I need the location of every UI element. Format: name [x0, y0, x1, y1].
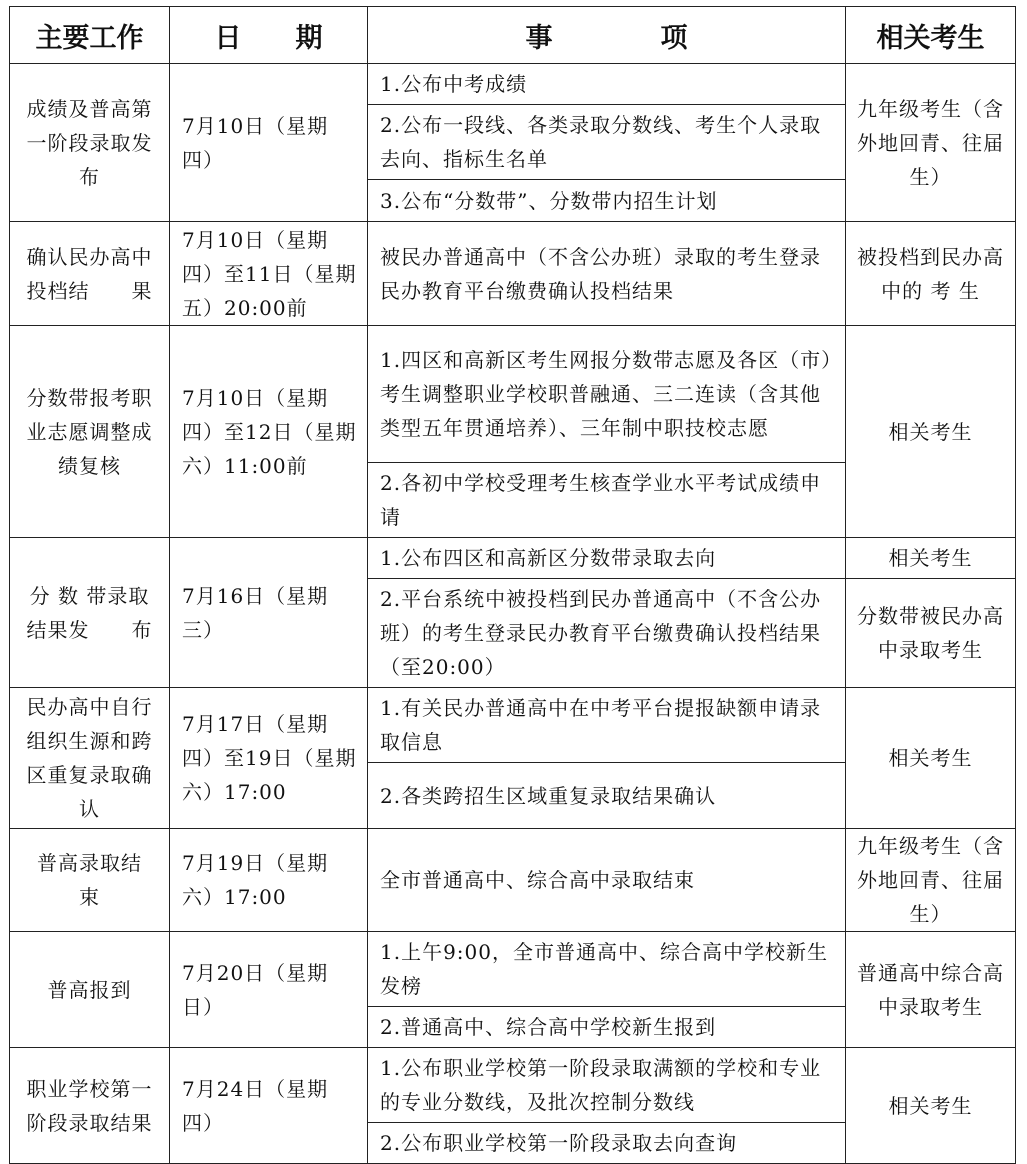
table-row	[10, 326, 1016, 463]
candidates-cell: 相关考生	[846, 326, 1016, 538]
candidates-cell: 相关考生	[846, 538, 1016, 579]
work-cell: 职业学校第一阶段录取结果	[10, 1048, 170, 1164]
date-cell: 7月10日（星期四）至12日（星期六）11:00前	[170, 326, 368, 538]
candidates-cell: 九年级考生（含外地回青、往届生）	[846, 64, 1016, 222]
candidates-cell: 被投档到民办高中的 考 生	[846, 222, 1016, 326]
candidates-cell: 九年级考生（含外地回青、往届生）	[846, 829, 1016, 932]
work-cell: 分 数 带录取结果发 布	[10, 538, 170, 688]
header-candidates: 相关考生	[846, 7, 1016, 64]
table-row	[10, 222, 1016, 326]
header-work: 主要工作	[10, 7, 170, 64]
work-cell: 普高报到	[10, 932, 170, 1048]
work-cell: 普高录取结 束	[10, 829, 170, 932]
work-cell: 确认民办高中投档结 果	[10, 222, 170, 326]
date-cell: 7月20日（星期日）	[170, 932, 368, 1048]
candidates-cell: 相关考生	[846, 688, 1016, 829]
item-cell: 1.有关民办普通高中在中考平台提报缺额申请录取信息	[368, 688, 846, 763]
item-cell: 全市普通高中、综合高中录取结束	[368, 829, 846, 932]
schedule-table	[9, 6, 1016, 1164]
work-cell: 民办高中自行组织生源和跨区重复录取确认	[10, 688, 170, 829]
table-row	[10, 538, 1016, 579]
candidates-cell: 分数带被民办高中录取考生	[846, 579, 1016, 688]
item-cell: 1.公布中考成绩	[368, 64, 846, 105]
work-cell: 成绩及普高第一阶段录取发布	[10, 64, 170, 222]
work-cell: 分数带报考职业志愿调整成绩复核	[10, 326, 170, 538]
table-row	[10, 688, 1016, 763]
item-cell: 2.公布一段线、各类录取分数线、考生个人录取去向、指标生名单	[368, 105, 846, 180]
candidates-cell: 普通高中综合高中录取考生	[846, 932, 1016, 1048]
candidates-cell: 相关考生	[846, 1048, 1016, 1164]
item-cell: 1.上午9:00，全市普通高中、综合高中学校新生发榜	[368, 932, 846, 1007]
item-cell: 2.普通高中、综合高中学校新生报到	[368, 1007, 846, 1048]
date-cell: 7月16日（星期三）	[170, 538, 368, 688]
date-cell: 7月17日（星期四）至19日（星期六）17:00	[170, 688, 368, 829]
header-row	[10, 7, 1016, 64]
table-row	[10, 64, 1016, 105]
item-cell: 1.公布四区和高新区分数带录取去向	[368, 538, 846, 579]
header-date: 日 期	[170, 7, 368, 64]
item-cell: 3.公布“分数带”、分数带内招生计划	[368, 180, 846, 222]
table-row	[10, 932, 1016, 1007]
item-cell: 2.各类跨招生区域重复录取结果确认	[368, 763, 846, 829]
item-cell: 1.公布职业学校第一阶段录取满额的学校和专业的专业分数线，及批次控制分数线	[368, 1048, 846, 1123]
date-cell: 7月19日（星期六）17:00	[170, 829, 368, 932]
table-row	[10, 1048, 1016, 1123]
item-cell: 2.公布职业学校第一阶段录取去向查询	[368, 1123, 846, 1164]
date-cell: 7月10日（星期四）	[170, 64, 368, 222]
item-cell: 被民办普通高中（不含公办班）录取的考生登录民办教育平台缴费确认投档结果	[368, 222, 846, 326]
date-cell: 7月10日（星期四）至11日（星期五）20:00前	[170, 222, 368, 326]
item-cell: 2.各初中学校受理考生核查学业水平考试成绩申请	[368, 463, 846, 538]
table-row	[10, 829, 1016, 932]
header-item: 事 项	[368, 7, 846, 64]
item-cell: 2.平台系统中被投档到民办普通高中（不含公办班）的考生登录民办教育平台缴费确认投档结果（至20:00）	[368, 579, 846, 688]
item-cell: 1.四区和高新区考生网报分数带志愿及各区（市）考生调整职业学校职普融通、三二连读（含其他类型五年贯通培养）、三年制中职技校志愿	[368, 326, 846, 463]
date-cell: 7月24日（星期四）	[170, 1048, 368, 1164]
